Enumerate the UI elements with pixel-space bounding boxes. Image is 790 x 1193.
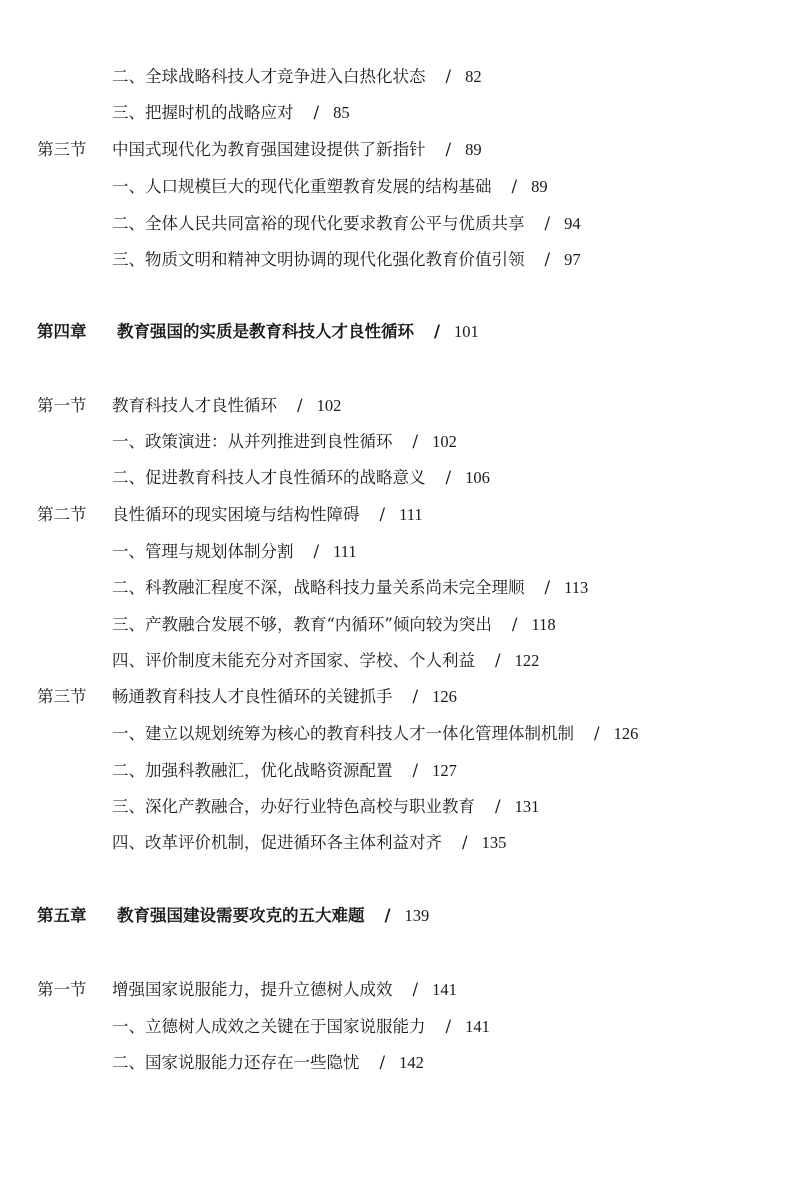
toc-page-number: 94 <box>564 214 581 233</box>
toc-item <box>112 431 457 453</box>
toc-item <box>112 760 457 782</box>
toc-title: 二、促进教育科技人才良性循环的战略意义 <box>112 468 426 487</box>
toc-separator: / <box>511 615 518 634</box>
toc-title: 教育强国的实质是教育科技人才良性循环 <box>117 322 414 341</box>
toc-title: 一、立德树人成效之关键在于国家说服能力 <box>112 1017 426 1036</box>
toc-item <box>112 832 506 854</box>
toc-separator: / <box>297 396 303 415</box>
toc-separator: / <box>445 468 452 487</box>
toc-section-label: 第三节 <box>37 687 87 706</box>
toc-title: 二、国家说服能力还存在一些隐忧 <box>112 1053 360 1072</box>
toc-item <box>112 467 490 489</box>
toc-title: 四、改革评价机制，促进循环各主体利益对齐 <box>112 833 442 852</box>
toc-chapter <box>37 321 479 343</box>
toc-item <box>112 102 350 124</box>
toc-section-label: 第一节 <box>37 396 87 415</box>
toc-title: 二、加强科教融汇，优化战略资源配置 <box>112 761 393 780</box>
toc-item <box>112 577 588 599</box>
toc-item <box>112 723 638 745</box>
toc-separator: / <box>384 906 391 925</box>
toc-title: 教育科技人才良性循环 <box>112 396 277 415</box>
toc-separator: / <box>594 724 600 743</box>
toc-page-number: 102 <box>432 432 457 451</box>
toc-separator: / <box>445 1017 452 1036</box>
toc-separator: / <box>412 432 419 451</box>
toc-separator: / <box>462 833 468 852</box>
toc-title: 二、科教融汇程度不深，战略科技力量关系尚未完全理顺 <box>112 578 525 597</box>
toc-page-number: 141 <box>465 1017 490 1036</box>
toc-page-number: 113 <box>564 578 589 597</box>
toc-separator: / <box>379 1053 386 1072</box>
toc-page-number: 135 <box>481 833 507 852</box>
toc-page-number: 102 <box>316 396 342 415</box>
toc-page-number: 111 <box>399 505 423 524</box>
toc-title: 增强国家说服能力，提升立德树人成效 <box>112 980 393 999</box>
toc-page-number: 89 <box>465 140 482 159</box>
toc-page-number: 122 <box>514 651 540 670</box>
toc-page-number: 97 <box>564 250 581 269</box>
toc-separator: / <box>445 67 452 86</box>
toc-section-label: 第一节 <box>37 980 87 999</box>
toc-separator: / <box>544 578 551 597</box>
toc-page-number: 89 <box>531 177 548 196</box>
toc-item <box>112 176 548 198</box>
toc-separator: / <box>313 542 320 561</box>
toc-title: 四、评价制度未能充分对齐国家、学校、个人利益 <box>112 651 475 670</box>
toc-separator: / <box>511 177 518 196</box>
toc-title: 中国式现代化为教育强国建设提供了新指针 <box>112 140 426 159</box>
toc-page-number: 141 <box>432 980 457 999</box>
toc-page-number: 118 <box>531 615 556 634</box>
toc-title: 教育强国建设需要攻克的五大难题 <box>117 906 365 925</box>
toc-separator: / <box>379 505 386 524</box>
toc-section <box>37 979 457 1001</box>
toc-section-label: 第三节 <box>37 140 87 159</box>
toc-separator: / <box>412 687 419 706</box>
toc-page-number: 142 <box>399 1053 424 1072</box>
toc-separator: / <box>495 651 501 670</box>
toc-item <box>112 541 357 563</box>
toc-separator: / <box>313 103 320 122</box>
toc-page-number: 82 <box>465 67 482 86</box>
toc-separator: / <box>434 322 441 341</box>
toc-title: 三、产教融合发展不够，教育“内循环”倾向较为突出 <box>112 615 492 634</box>
toc-separator: / <box>412 980 419 999</box>
toc-section <box>37 686 457 708</box>
toc-title: 二、全球战略科技人才竞争进入白热化状态 <box>112 67 426 86</box>
toc-page-number: 126 <box>613 724 639 743</box>
toc-item <box>112 66 482 88</box>
toc-separator: / <box>544 214 551 233</box>
toc-separator: / <box>412 761 419 780</box>
toc-item <box>112 614 556 636</box>
toc-title: 良性循环的现实困境与结构性障碍 <box>112 505 360 524</box>
toc-page-number: 85 <box>333 103 350 122</box>
toc-section <box>37 504 423 526</box>
toc-page-number: 126 <box>432 687 457 706</box>
toc-chapter-label: 第四章 <box>37 322 87 341</box>
toc-page-number: 131 <box>514 797 540 816</box>
toc-title: 一、人口规模巨大的现代化重塑教育发展的结构基础 <box>112 177 492 196</box>
toc-title: 畅通教育科技人才良性循环的关键抓手 <box>112 687 393 706</box>
toc-title: 一、管理与规划体制分割 <box>112 542 294 561</box>
toc-title: 三、物质文明和精神文明协调的现代化强化教育价值引领 <box>112 250 525 269</box>
toc-page-number: 111 <box>333 542 357 561</box>
toc-page-number: 139 <box>404 906 430 925</box>
toc-chapter <box>37 905 429 927</box>
toc-title: 一、建立以规划统筹为核心的教育科技人才一体化管理体制机制 <box>112 724 574 743</box>
toc-chapter-label: 第五章 <box>37 906 87 925</box>
toc-separator: / <box>445 140 452 159</box>
toc-item <box>112 796 539 818</box>
toc-page-number: 127 <box>432 761 457 780</box>
toc-item <box>112 650 539 672</box>
toc-title: 二、全体人民共同富裕的现代化要求教育公平与优质共享 <box>112 214 525 233</box>
toc-page-number: 101 <box>454 322 479 341</box>
toc-section-label: 第二节 <box>37 505 87 524</box>
toc-separator: / <box>544 250 551 269</box>
toc-item <box>112 1016 490 1038</box>
toc-title: 三、把握时机的战略应对 <box>112 103 294 122</box>
toc-page-number: 106 <box>465 468 490 487</box>
toc-section <box>37 395 341 417</box>
toc-item <box>112 1052 424 1074</box>
toc-section <box>37 139 482 161</box>
toc-separator: / <box>495 797 501 816</box>
toc-title: 三、深化产教融合，办好行业特色高校与职业教育 <box>112 797 475 816</box>
toc-title: 一、政策演进：从并列推进到良性循环 <box>112 432 393 451</box>
toc-item <box>112 213 581 235</box>
toc-item <box>112 249 581 271</box>
